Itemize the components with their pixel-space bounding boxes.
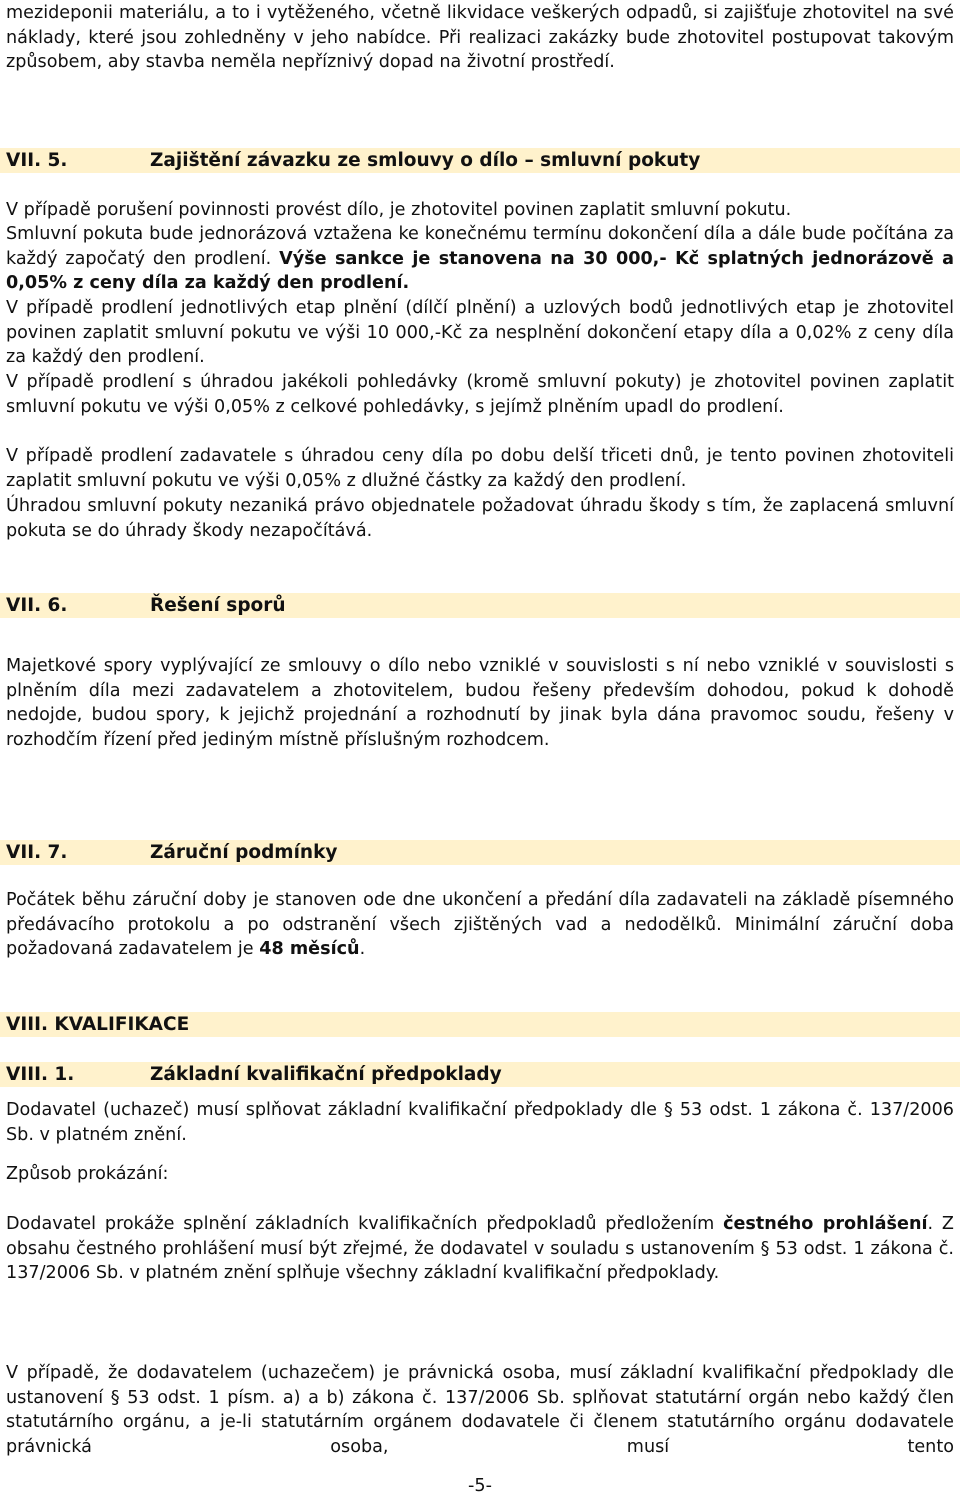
section-heading-viii-1 xyxy=(0,1062,960,1087)
section-heading-vii-7 xyxy=(0,840,960,865)
honor-declaration: čestného prohlášení xyxy=(723,1214,928,1234)
section-title: Záruční podmínky xyxy=(150,842,338,863)
chapter-heading-viii xyxy=(0,1012,960,1037)
section-heading-vii-6 xyxy=(0,593,960,618)
section-number: VII. 6. xyxy=(6,595,68,616)
s75-paragraph-2: Smluvní pokuta bude jednorázová vztažena ke konečnému termínu dokončení díla a dále bude počítána za každý započatý den prodlení. Výše sankce je stanovena na 30 000,- Kč splatných jednorázově a 0,05% z ceny díla za každý den prodlení. xyxy=(6,224,954,294)
s81-paragraph-2: Způsob prokázání: xyxy=(6,1164,169,1184)
page-number: -5- xyxy=(468,1476,492,1496)
s76-paragraph-1: Majetkové spory vyplývající ze smlouvy o dílo nebo vzniklé v souvislosti s ní nebo vzniklé v souvislosti s plněním díla mezi zadavatelem a zhotovitelem, budou řešeny především dohodou, pokud k dohodě nedojde, budou spory, k jejichž projednání a rozhodnutí by jinak byla dána pravomoc soudu, řešeny v rozhodčím řízení před jediným místně příslušným rozhodcem. xyxy=(6,656,954,750)
s81-paragraph-3: Dodavatel prokáže splnění základních kvalifikačních předpokladů předložením čestného prohlášení. Z obsahu čestného prohlášení musí být zřejmé, že dodavatel v souladu s ustanovením § 53 odst. 1 zákona č. 137/2006 Sb. v platném znění splňuje všechny základní kvalifikační předpoklady. xyxy=(6,1214,954,1284)
sanction-amount: Výše sankce je stanovena na 30 000,- Kč splatných jednorázově a 0,05% z ceny díla za každý den prodlení. xyxy=(6,248,954,294)
section-number: VII. 7. xyxy=(6,842,68,863)
s75-paragraph-6: Úhradou smluvní pokuty nezaniká právo objednatele požadovat úhradu škody s tím, že zaplacená smluvní pokuta se do úhrady škody nezapočítává. xyxy=(6,496,954,541)
s81-paragraph-4: V případě, že dodavatelem (uchazečem) je právnická osoba, musí základní kvalifikační předpoklady dle ustanovení § 53 odst. 1 písm. a) a b) zákona č. 137/2006 Sb. splňovat statutární orgán nebo každý člen statutárního orgánu, a je-li statutárním orgánem dodavatele či členem statutárního orgánu dodavatele právnická osoba, musí tento xyxy=(6,1363,954,1457)
chapter-title: VIII. KVALIFIKACE xyxy=(6,1014,190,1035)
s75-paragraph-4: V případě prodlení s úhradou jakékoli pohledávky (kromě smluvní pokuty) je zhotovitel povinen zaplatit smluvní pokutu ve výši 0,05% z celkové pohledávky, s jejímž plněním upadl do prodlení. xyxy=(6,372,954,417)
warranty-period: 48 měsíců xyxy=(259,939,360,960)
s75-paragraph-5: V případě prodlení zadavatele s úhradou ceny díla po dobu delší třiceti dnů, je tento povinen zhotoviteli zaplatit smluvní pokutu ve výši 0,05% z dlužné částky za každý den prodlení. xyxy=(6,446,954,491)
section-title: Základní kvalifikační předpoklady xyxy=(150,1064,502,1085)
s75-paragraph-1: V případě porušení povinnosti provést dílo, je zhotovitel povinen zaplatit smluvní pokutu. xyxy=(6,200,792,220)
section-number: VII. 5. xyxy=(6,150,68,171)
section-title: Zajištění závazku ze smlouvy o dílo – smluvní pokuty xyxy=(150,150,701,171)
section-title: Řešení sporů xyxy=(150,595,286,616)
section-number: VIII. 1. xyxy=(6,1064,75,1085)
s77-paragraph-1: Počátek běhu záruční doby je stanoven ode dne ukončení a předání díla zadavateli na základě písemného předávacího protokolu a po odstranění všech zjištěných vad a nedodělků. Minimální záruční doba požadovaná zadavatelem je 48 měsíců. xyxy=(6,890,954,960)
s75-paragraph-3: V případě prodlení jednotlivých etap plnění (dílčí plnění) a uzlových bodů jednotlivých etap je zhotovitel povinen zaplatit smluvní pokutu ve výši 10 000,-Kč za nesplnění dokončení etapy díla a 0,02% z ceny díla za každý den prodlení. xyxy=(6,298,954,368)
intro-paragraph: mezideponii materiálu, a to i vytěženého, včetně likvidace veškerých odpadů, si zajišťuje zhotovitel na své náklady, které jsou zohledněny v jeho nabídce. Při realizaci zakázky bude zhotovitel postupovat takovým způsobem, aby stavba neměla nepříznivý dopad na životní prostředí. xyxy=(6,3,954,73)
section-heading-vii-5 xyxy=(0,148,960,173)
s81-paragraph-1: Dodavatel (uchazeč) musí splňovat základní kvalifikační předpoklady dle § 53 odst. 1 zákona č. 137/2006 Sb. v platném znění. xyxy=(6,1100,954,1145)
